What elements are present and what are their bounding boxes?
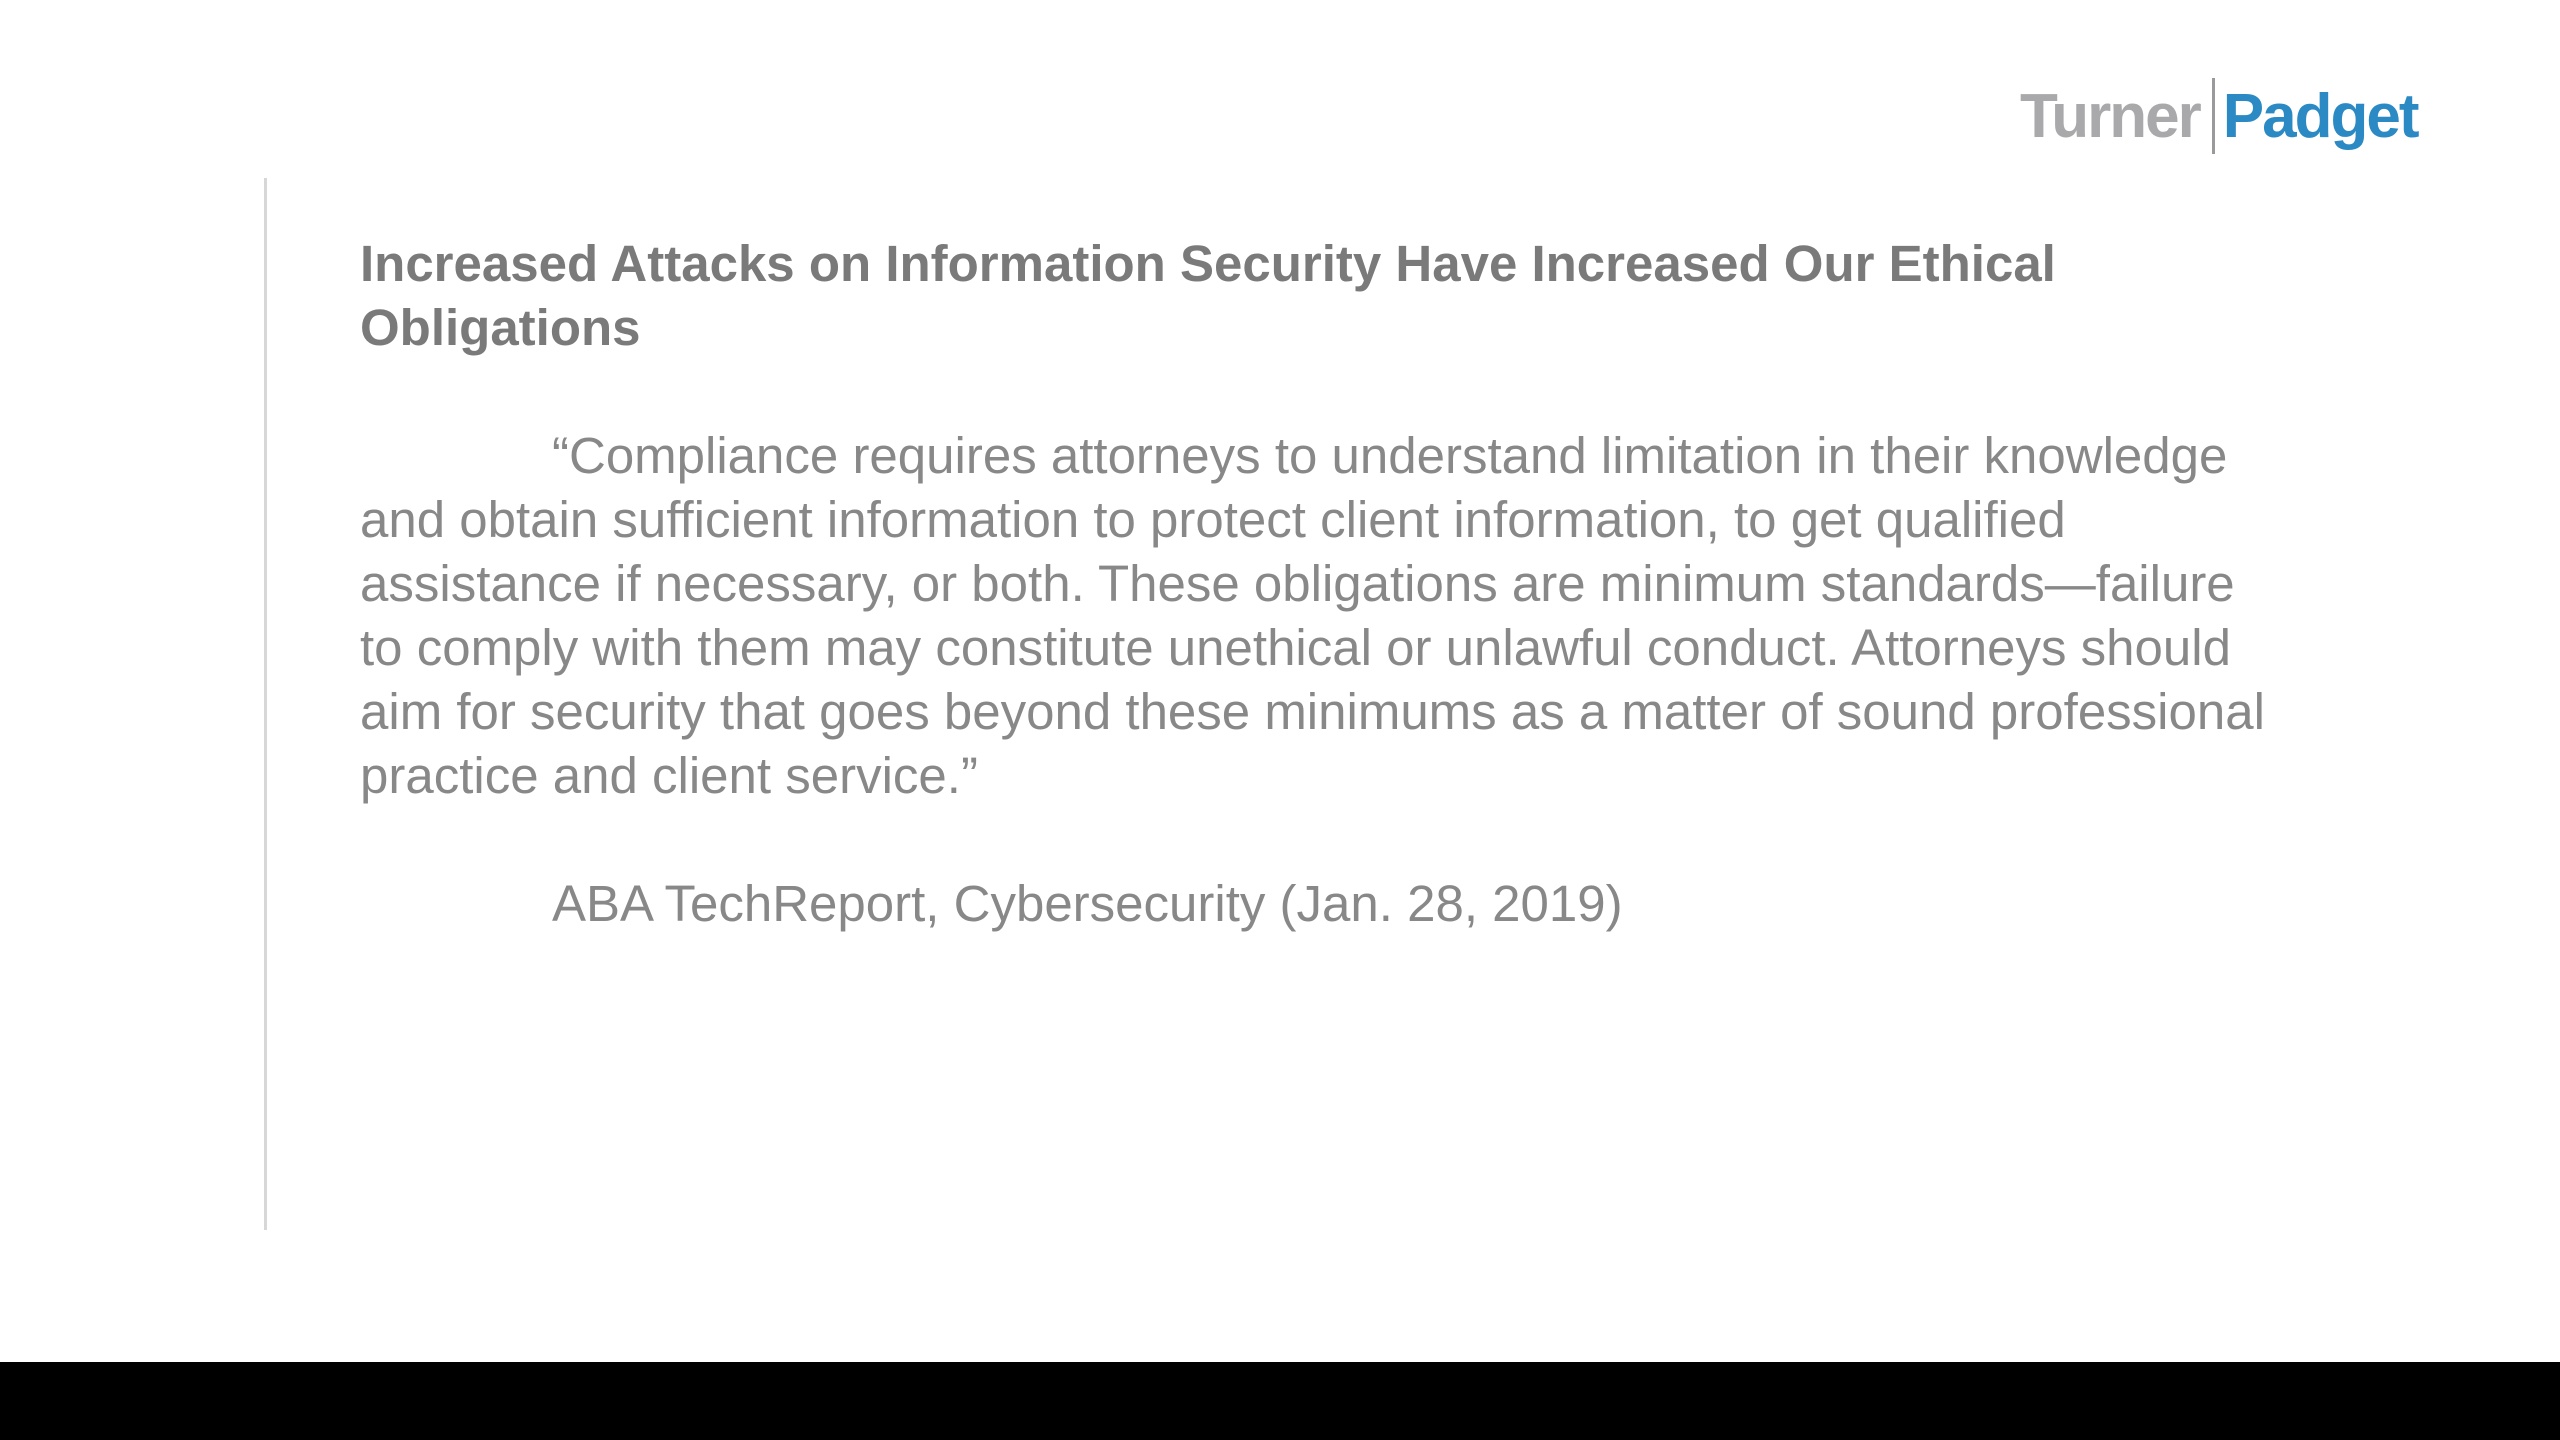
quote-citation: ABA TechReport, Cybersecurity (Jan. 28, 2019) bbox=[552, 875, 1623, 932]
logo-divider bbox=[2212, 78, 2215, 154]
slide-content bbox=[360, 232, 2280, 936]
turner-padget-logo bbox=[2020, 76, 2417, 156]
quote-text: “Compliance requires attorneys to understand limitation in their knowledge and obtain sufficient information to protect client information, to get qualified assistance if necessary, or both. These obligations are minimum standards—failure to comply with them may constitute unethical or unlawful conduct. Attorneys should aim for security that goes beyond these minimums as a matter of sound professional practice and client service.” bbox=[360, 427, 2265, 804]
left-vertical-rule bbox=[264, 178, 267, 1230]
logo-padget-word: Padget bbox=[2222, 81, 2418, 151]
logo-turner-word: Turner bbox=[2020, 81, 2200, 151]
bottom-black-bar bbox=[0, 1362, 2560, 1440]
slide-title: Increased Attacks on Information Security Have Increased Our Ethical Obligations bbox=[360, 235, 2056, 356]
